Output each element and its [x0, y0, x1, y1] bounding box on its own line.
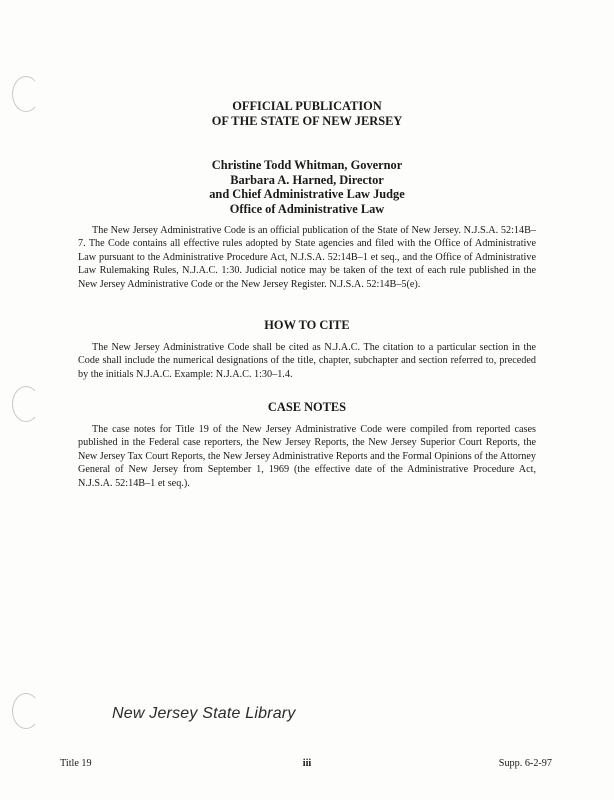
title-line-2: OF THE STATE OF NEW JERSEY	[211, 114, 403, 128]
punch-hole-bottom	[12, 693, 40, 729]
official-line-4: Office of Administrative Law	[229, 201, 385, 216]
case-notes-paragraph: The case notes for Title 19 of the New Jersey Administrative Code were compiled from reported cases published in the Federal case reporters, the New Jersey Reports, the New Jersey Superior Court Reports, the New Jersey Tax Court Reports, the New Jersey Administrative Reports and the Formal Opinions of the Attorney General of New Jersey from September 1, 1969 (the effective date of the Administrative Procedure Act, N.J.S.A. 52:14B–1 et seq.).	[78, 424, 536, 489]
footer-title: Title 19	[60, 758, 92, 769]
how-to-cite-heading: HOW TO CITE	[264, 318, 350, 332]
official-line-3: and Chief Administrative Law Judge	[209, 187, 405, 202]
officials-block	[0, 158, 614, 216]
official-line-1: Christine Todd Whitman, Governor	[211, 158, 403, 172]
intro-paragraph: The New Jersey Administrative Code is an official publication of the State of New Jersey. N.J.S.A. 52:14B–7. The Code contains all effective rules adopted by State agencies and filed with the Office of Administrative Law pursuant to the Administrative Procedure Act, N.J.S.A. 52:14B–1 et seq., and the Office of Administrative Law Rulemaking Rules, N.J.A.C. 1:30. Judicial notice may be taken of the text of each rule published in the New Jersey Administrative Code or the New Jersey Register. N.J.S.A. 52:14B–5(e).	[78, 225, 536, 290]
footer-page-number: iii	[302, 758, 312, 769]
how-to-cite-paragraph: The New Jersey Administrative Code shall be cited as N.J.A.C. The citation to a particular section in the Code shall include the numerical designations of the title, chapter, subchapter and section referred to, preceded by the initials N.J.A.C. Example: N.J.A.C. 1:30–1.4.	[78, 342, 536, 380]
library-stamp: New Jersey State Library	[112, 705, 296, 722]
publication-title	[0, 99, 614, 129]
official-line-2: Barbara A. Harned, Director	[230, 172, 384, 187]
case-notes-heading: CASE NOTES	[267, 400, 347, 414]
footer-supplement-date: Supp. 6-2-97	[498, 758, 552, 769]
title-line-1: OFFICIAL PUBLICATION	[232, 99, 382, 113]
